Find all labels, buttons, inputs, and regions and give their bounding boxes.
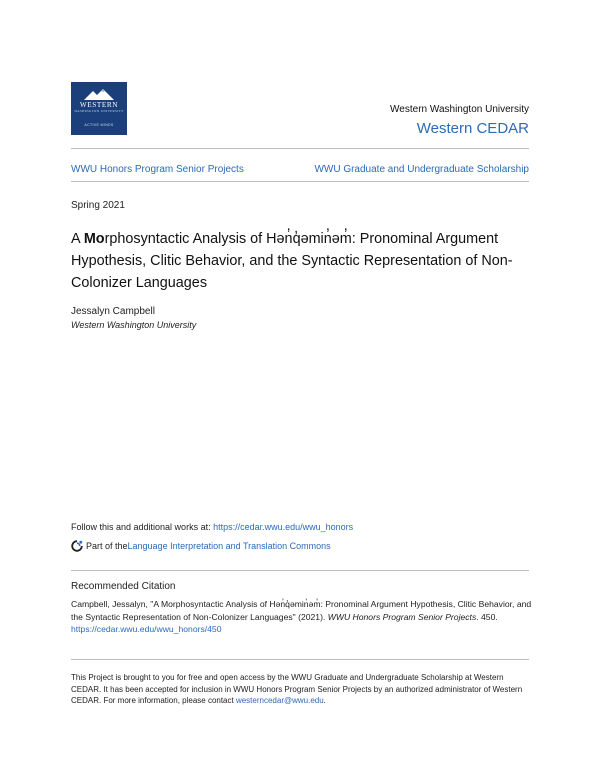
citation-url[interactable]: https://cedar.wwu.edu/wwu_honors/450 [71, 624, 222, 634]
divider [71, 659, 529, 660]
mountain-icon [84, 88, 114, 100]
commons-prefix: Part of the [86, 541, 128, 551]
divider [71, 570, 529, 571]
wwu-logo [71, 82, 127, 135]
collection-link-scholarship[interactable]: WWU Graduate and Undergraduate Scholarship [314, 164, 529, 175]
title-prefix: A [71, 231, 84, 247]
network-commons-icon [71, 540, 83, 552]
institution-name: Western Washington University [390, 104, 529, 115]
divider [71, 148, 529, 149]
notice-text: This Project is brought to you for free and open access by the WWU Graduate and Undergraduate Scholarship at Western CEDAR. It has been accepted for inclusion in WWU Honors Program Senior Projects by an authorized administrator of Western CEDAR. For more information, please contact [71, 673, 523, 705]
citation-heading: Recommended Citation [71, 581, 176, 592]
document-title [71, 228, 531, 294]
author-name: Jessalyn Campbell [71, 306, 155, 317]
title-rest: rphosyntactic Analysis of Hən̓q̓əmin̓əm̓: Pronominal Argument Hypothesis, Clitic Behavior, and the Syntactic Representation of Non-Colonizer Languages [71, 231, 513, 291]
repository-link[interactable]: Western CEDAR [416, 120, 529, 137]
publication-date: Spring 2021 [71, 200, 125, 211]
collection-link-honors[interactable]: WWU Honors Program Senior Projects [71, 164, 244, 175]
commons-line [71, 540, 331, 552]
citation-text [71, 598, 533, 636]
contact-email-link[interactable]: westerncedar@wwu.edu [235, 696, 324, 705]
follow-text: Follow this and additional works at: [71, 522, 214, 532]
logo-wordmark: WESTERN [79, 101, 119, 109]
citation-body: Campbell, Jessalyn, "A Morphosyntactic Analysis of Hən̓q̓əmin̓əm̓: Pronominal Argument Hypothesis, Clitic Behavior, and the Syntactic Representation of Non-Colonizer Languages" (2021). [71, 599, 532, 622]
access-notice [71, 672, 533, 707]
notice-end: . [323, 696, 326, 705]
citation-number: . 450. [476, 611, 498, 622]
citation-series: WWU Honors Program Senior Projects [327, 611, 477, 622]
logo-tagline: ACTIVE MINDS [84, 123, 114, 127]
logo-subtitle: WASHINGTON UNIVERSITY [74, 109, 124, 113]
divider [71, 181, 529, 182]
title-bold: Mo [83, 231, 105, 247]
author-affiliation: Western Washington University [71, 320, 197, 330]
follow-link[interactable]: https://cedar.wwu.edu/wwu_honors [213, 522, 354, 532]
follow-line [71, 522, 353, 532]
commons-link[interactable]: Language Interpretation and Translation Commons [127, 541, 331, 551]
